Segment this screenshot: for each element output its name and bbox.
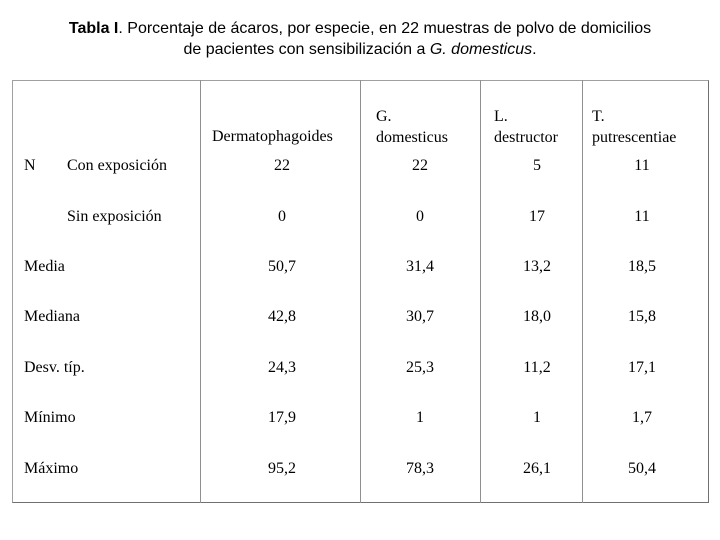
table-cell: 18,5 xyxy=(628,258,656,275)
column-divider xyxy=(582,80,583,503)
table-cell: 11 xyxy=(634,208,650,225)
caption-species: G. domesticus xyxy=(429,41,533,58)
row-label-mediana: Mediana xyxy=(24,308,80,325)
table-cell: 15,8 xyxy=(628,308,656,325)
caption-text-2: de pacientes con sensibilización a xyxy=(183,41,430,58)
table-cell: 50,7 xyxy=(268,258,296,275)
caption-text-end: . xyxy=(532,41,537,58)
header-l-destructor xyxy=(494,106,558,148)
table-cell: 1 xyxy=(533,409,541,426)
row-label-sin-exposicion: Sin exposición xyxy=(67,208,162,225)
caption-text-1: . Porcentaje de ácaros, por especie, en 22 muestras de polvo de domicilios xyxy=(118,20,652,37)
caption-line-1 xyxy=(0,18,720,39)
row-label-con-exposicion: Con exposición xyxy=(67,157,167,174)
table-cell: 13,2 xyxy=(523,258,551,275)
header-line: G. xyxy=(376,108,392,125)
table-cell: 22 xyxy=(412,157,428,174)
row-label-maximo: Máximo xyxy=(24,460,79,477)
table-cell: 78,3 xyxy=(406,460,434,477)
header-line: destructor xyxy=(494,129,558,146)
header-line: L. xyxy=(494,108,508,125)
header-g-domesticus xyxy=(376,106,448,148)
table-cell: 95,2 xyxy=(268,460,296,477)
table-cell: 11 xyxy=(634,157,650,174)
table-cell: 0 xyxy=(278,208,286,225)
header-dermatophagoides xyxy=(212,126,333,147)
row-label-desv-tip: Desv. típ. xyxy=(24,359,85,376)
column-divider xyxy=(360,80,361,503)
table-cell: 5 xyxy=(533,157,541,174)
column-divider xyxy=(200,80,201,503)
table-cell: 1,7 xyxy=(632,409,652,426)
data-table xyxy=(12,80,709,503)
header-t-putrescentiae xyxy=(592,106,676,148)
table-cell: 31,4 xyxy=(406,258,434,275)
table-cell: 42,8 xyxy=(268,308,296,325)
table-cell: 17 xyxy=(529,208,545,225)
header-line: Dermatophagoides xyxy=(212,128,333,145)
table-cell: 17,1 xyxy=(628,359,656,376)
table-caption xyxy=(0,18,720,60)
row-label-media: Media xyxy=(24,258,65,275)
column-divider xyxy=(480,80,481,503)
table-cell: 50,4 xyxy=(628,460,656,477)
n-label: N xyxy=(24,157,36,174)
table-cell: 1 xyxy=(416,409,424,426)
header-line: T. xyxy=(592,108,605,125)
caption-line-2 xyxy=(0,39,720,60)
table-cell: 26,1 xyxy=(523,460,551,477)
table-cell: 17,9 xyxy=(268,409,296,426)
table-cell: 11,2 xyxy=(523,359,551,376)
table-cell: 24,3 xyxy=(268,359,296,376)
header-line: domesticus xyxy=(376,129,448,146)
table-cell: 18,0 xyxy=(523,308,551,325)
row-label-minimo: Mínimo xyxy=(24,409,76,426)
table-cell: 0 xyxy=(416,208,424,225)
table-cell: 22 xyxy=(274,157,290,174)
caption-label: Tabla I xyxy=(68,20,119,37)
table-cell: 25,3 xyxy=(406,359,434,376)
header-line: putrescentiae xyxy=(592,129,677,146)
table-cell: 30,7 xyxy=(406,308,434,325)
